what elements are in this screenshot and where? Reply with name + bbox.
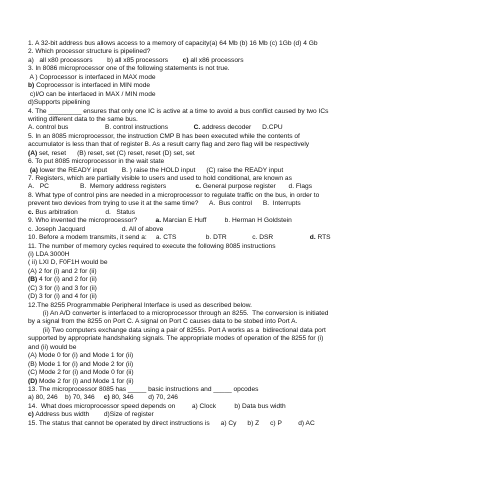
text-line [28, 57, 473, 65]
text-line [28, 327, 473, 335]
text-line [28, 200, 473, 208]
line-text: A ) Coprocessor is interfaced in MAX mode [28, 73, 156, 81]
answer-marker: b) [28, 82, 35, 90]
text-line [28, 226, 473, 234]
text-line [28, 141, 473, 149]
line-text: (i) An A/D converter is interfaced to a microprocessor through an 8255. The conversion is initiated [28, 310, 329, 317]
line-text: RTS [315, 234, 331, 242]
answer-marker: (B) [28, 276, 38, 284]
text-line [28, 293, 473, 301]
text-line [28, 394, 473, 402]
text-line [28, 361, 473, 369]
text-line [28, 217, 473, 225]
line-text: Coprocessor is interfaced in MIN mode [34, 82, 151, 90]
line-text: 14. What does microprocessor speed depends on a) Clock b) Data bus width [28, 402, 286, 410]
text-line [28, 344, 473, 352]
text-line [28, 378, 473, 386]
text-line [28, 209, 473, 217]
text-line [28, 40, 473, 48]
question-paper [28, 40, 473, 428]
answer-marker: c) [28, 411, 34, 419]
answer-marker: a. [155, 217, 162, 225]
answer-marker: (D) [28, 377, 38, 385]
line-text: 5. In an 8085 microprocessor, the instruction CMP B has been executed while the contents of [28, 132, 300, 140]
line-text: 9. Who invented the microprocessor? [28, 217, 156, 225]
line-text: accumulator is less than that of register B. As a result carry flag and zero flag will be respectively [28, 141, 310, 149]
line-text: (C) Mode 2 for (i) and Mode 0 for (ii) [28, 369, 134, 377]
line-text: 3. In 8086 microprocessor one of the following statements is not true. [28, 65, 230, 73]
text-line [28, 192, 473, 200]
text-line [28, 276, 473, 284]
line-text: a) 80, 246 b) 70, 346 [28, 394, 104, 402]
answer-marker: c. [195, 183, 201, 191]
text-line [28, 99, 473, 107]
line-text: ( ii) LXI D, F0F1H would be [28, 259, 108, 267]
text-line [28, 108, 473, 116]
line-text: supported by appropriate handshaking signals. The appropriate modes of operation of the 8255 for (i) [28, 335, 324, 343]
text-line [28, 124, 473, 132]
line-text: (A) 2 for (i) and 2 for (ii) [28, 267, 97, 275]
line-text: Bus arbitration d. Status [33, 208, 136, 216]
answer-marker: d. [309, 234, 316, 242]
line-text: Address bus width d)Size of register [33, 411, 154, 419]
text-line [28, 74, 473, 82]
text-line [28, 48, 473, 56]
line-text: (ii) Two computers exchange data using a pair of 8255s. Port A works as a bidirectional data port [28, 326, 326, 334]
text-line [28, 167, 473, 175]
line-text: 4 for (i) and 2 for (ii) [37, 276, 97, 284]
text-line [28, 243, 473, 251]
line-text: Marcian E Huff b. Herman H Goldstein [161, 217, 292, 225]
text-line [28, 234, 473, 242]
answer-marker: C. [193, 124, 201, 132]
text-line [28, 65, 473, 73]
text-line [28, 302, 473, 310]
line-text: A. control bus B. control instructions [28, 124, 194, 132]
line-text: 8. What type of control pins are needed in a microprocessor to regulate traffic on the bus, in order to [28, 191, 320, 199]
text-line [28, 310, 473, 318]
text-line [28, 158, 473, 166]
text-line [28, 82, 473, 90]
text-line [28, 259, 473, 267]
line-text: 12.The 8255 Programmable Peripheral Interface is used as described below. [28, 301, 252, 309]
line-text: (B) Mode 1 for (i) and Mode 2 for (ii) [28, 360, 134, 368]
text-line [28, 420, 473, 428]
line-text: all x86 processors [188, 56, 244, 64]
line-text: c)I/O can be interfaced in MAX / MIN mode [28, 90, 156, 98]
line-text: and (ii) would be [28, 343, 77, 351]
line-text: (C) 3 for (i) and 3 for (ii) [28, 284, 97, 292]
answer-marker: c. [28, 208, 34, 216]
line-text: by a signal from the 8255 on Port C. A signal on Port C causes data to be stobed into Port A. [28, 318, 298, 326]
text-line [28, 369, 473, 377]
line-text: address decoder D.CPU [200, 124, 283, 132]
text-line [28, 268, 473, 276]
line-text: d)Supports pipelining [28, 99, 90, 107]
line-text: 6. To put 8085 microprocessor in the wait state [28, 158, 165, 166]
line-text: A. PC B. Memory address registers [28, 183, 196, 191]
text-line [28, 318, 473, 326]
text-line [28, 411, 473, 419]
line-text: a) all x80 processors b) all x85 processors [28, 56, 183, 64]
line-text: set, reset (B) reset, set (C) reset, reset (D) set, set [37, 149, 195, 157]
line-text: General purpose register d. Flags [200, 183, 313, 191]
line-text: prevent two devices from trying to use it at the same time? A. Bus control B. Interrupts [28, 200, 301, 208]
answer-marker: c) [103, 394, 110, 402]
line-text: Mode 2 for (i) and Mode 1 for (ii) [37, 377, 134, 385]
line-text: 13. The microprocessor 8085 has _____ basic instructions and _____ opcodes [28, 385, 259, 393]
line-text: c. Joseph Jacquard d. All of above [28, 225, 164, 233]
text-line [28, 352, 473, 360]
text-line [28, 251, 473, 259]
answer-marker: (a) [28, 166, 38, 174]
line-text: 10. Before a modem transmits, it send a: a. CTS b. DTR c. DSR [28, 234, 310, 242]
line-text: 15. The status that cannot be operated by direct instructions is a) Cy b) Z c) P d) AC [28, 419, 315, 427]
text-line [28, 285, 473, 293]
line-text: 1. A 32-bit address bus allows access to a memory of capacity(a) 64 Mb (b) 16 Mb (c) 1Gb (d) 4 Gb [28, 40, 318, 47]
text-line [28, 116, 473, 124]
text-line [28, 335, 473, 343]
text-line [28, 150, 473, 158]
text-line [28, 133, 473, 141]
text-line [28, 175, 473, 183]
text-line [28, 183, 473, 191]
text-line [28, 403, 473, 411]
line-text: (D) 3 for (i) and 4 for (ii) [28, 293, 97, 301]
line-text: 2. Which processor structure is pipelined? [28, 48, 151, 56]
line-text: 4. The _________ ensures that only one IC is active at a time to avoid a bus conflict caused by two ICs [28, 107, 329, 115]
line-text: writing different data to the same bus. [28, 115, 138, 123]
line-text: 11. The number of memory cycles required to execute the following 8085 instructions [28, 242, 276, 250]
line-text: (i) LDA 3000H [28, 250, 70, 258]
answer-marker: (A) [28, 149, 38, 157]
text-line [28, 386, 473, 394]
text-line [28, 91, 473, 99]
line-text: lower the READY input B. ) raise the HOLD input (C) raise the READY input [37, 166, 284, 174]
line-text: (A) Mode 0 for (i) and Mode 1 for (ii) [28, 352, 134, 360]
line-text: 80, 346 d) 70, 246 [109, 394, 178, 402]
answer-marker: c) [182, 56, 189, 64]
line-text: 7. Registers, which are partially visible to users and used to hold conditional, are known as [28, 175, 292, 182]
